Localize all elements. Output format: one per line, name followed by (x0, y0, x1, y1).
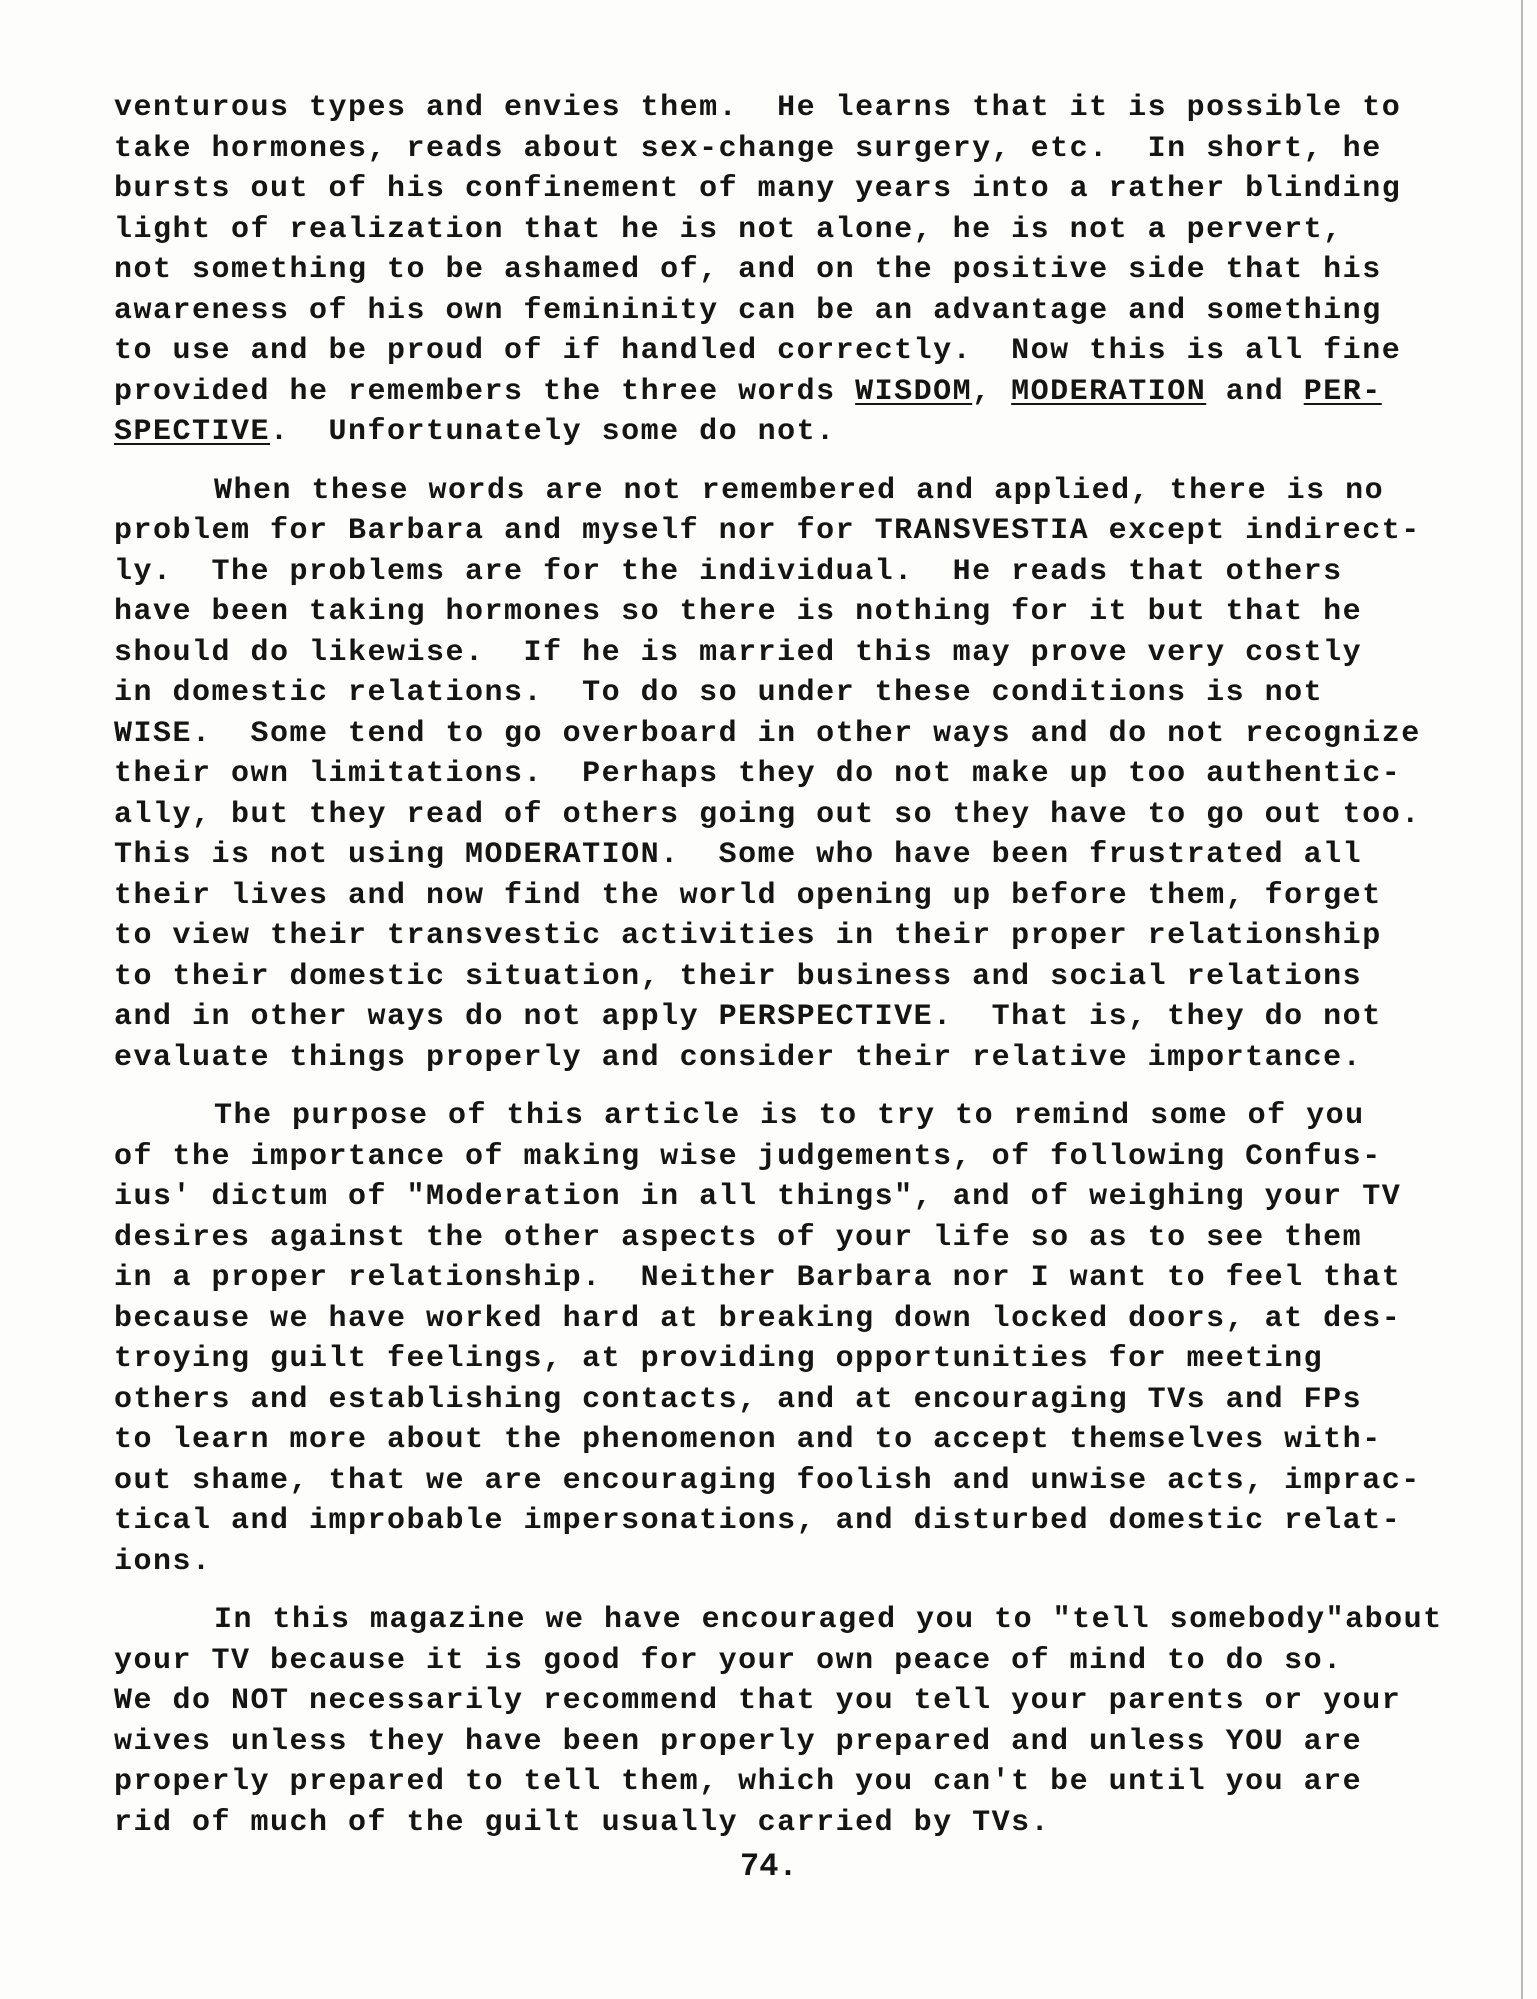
keyword-wisdom: WISDOM (855, 374, 973, 409)
text-line: to view their transvestic activities in their proper relationship (114, 919, 1382, 953)
text-line: troying guilt feelings, at providing opportunities for meeting (114, 1342, 1324, 1376)
text-segment: , (972, 374, 1012, 409)
text-line: In this magazine we have encouraged you to "tell somebody"about (214, 1603, 1443, 1637)
page-edge-shadow (1521, 0, 1523, 1999)
text-line: in a proper relationship. Neither Barbara nor I want to feel that (114, 1261, 1402, 1295)
text-line: should do likewise. If he is married this may prove very costly (114, 635, 1363, 670)
text-line: desires against the other aspects of your life so as to see them (114, 1220, 1363, 1255)
text-line: venturous types and envies them. He learns that it is possible to (114, 91, 1402, 125)
text-line: to use and be proud of if handled correctly. Now this is all fine (114, 334, 1402, 368)
text-line: to learn more about the phenomenon and to accept themselves with- (114, 1423, 1382, 1457)
text-line: ly. The problems are for the individual. He reads that others (114, 554, 1343, 589)
text-line: take hormones, reads about sex-change surgery, etc. In short, he (114, 131, 1382, 166)
text-segment: and (1206, 374, 1304, 409)
text-line: out shame, that we are encouraging foolish and unwise acts, imprac- (114, 1463, 1421, 1498)
text-line (114, 372, 1474, 413)
text-line: properly prepared to tell them, which you can't be until you are (114, 1765, 1363, 1799)
text-line: have been taking hormones so there is nothing for it but that he (114, 595, 1363, 629)
text-line: to their domestic situation, their business and social relations (114, 959, 1363, 994)
text-line: of the importance of making wise judgements, of following Confus- (114, 1139, 1382, 1174)
text-line: bursts out of his confinement of many years into a rather blinding (114, 172, 1402, 206)
text-line: others and establishing contacts, and at encouraging TVs and FPs (114, 1382, 1363, 1417)
paragraph-2 (114, 471, 1474, 1079)
keyword-moderation: MODERATION (1011, 374, 1207, 409)
text-line: This is not using MODERATION. Some who have been frustrated all (114, 838, 1363, 872)
text-line: rid of much of the guilt usually carried by TVs. (114, 1805, 1051, 1840)
paragraph-spacer (114, 453, 1474, 471)
text-line: your TV because it is good for your own peace of mind to do so. (114, 1643, 1343, 1678)
text-line: in domestic relations. To do so under these conditions is not (114, 676, 1324, 710)
paragraph-spacer (114, 1078, 1474, 1096)
text-line: problem for Barbara and myself nor for TRANSVESTIA except indirect- (114, 514, 1421, 548)
text-line: When these words are not remembered and applied, there is no (214, 473, 1385, 508)
text-line: The purpose of this article is to try to remind some of you (214, 1099, 1365, 1133)
paragraph-3 (114, 1096, 1474, 1582)
text-line: their own limitations. Perhaps they do not make up too authentic- (114, 757, 1402, 791)
text-line: because we have worked hard at breaking down locked doors, at des- (114, 1301, 1402, 1336)
keyword-perspective-part-2: SPECTIVE (114, 415, 271, 449)
keyword-perspective-part-1: PER- (1303, 374, 1382, 409)
text-line: tical and improbable impersonations, and disturbed domestic relat- (114, 1504, 1402, 1538)
text-line: and in other ways do not apply PERSPECTIVE. That is, they do not (114, 1000, 1382, 1034)
paragraph-4 (114, 1600, 1474, 1843)
paragraph-spacer (114, 1582, 1474, 1600)
text-line: awareness of his own femininity can be an advantage and something (114, 293, 1382, 328)
text-line: their lives and now find the world opening up before them, forget (114, 878, 1382, 913)
text-line: WISE. Some tend to go overboard in other ways and do not recognize (114, 716, 1421, 751)
text-segment: . Unfortunately some do not. (270, 415, 836, 449)
text-line: not something to be ashamed of, and on the positive side that his (114, 253, 1382, 287)
text-line (114, 412, 1474, 453)
text-line: light of realization that he is not alone, he is not a pervert, (114, 212, 1343, 247)
text-line: wives unless they have been properly prepared and unless YOU are (114, 1724, 1363, 1759)
text-segment: provided he remembers the three words (114, 374, 856, 409)
page-number: 74. (740, 1848, 798, 1885)
body-text (114, 88, 1474, 1843)
paragraph-1 (114, 88, 1474, 453)
text-line: ius' dictum of "Moderation in all things", and of weighing your TV (114, 1180, 1402, 1214)
text-line: We do NOT necessarily recommend that you tell your parents or your (114, 1684, 1402, 1718)
text-line: ions. (114, 1544, 212, 1579)
text-line: evaluate things properly and consider their relative importance. (114, 1040, 1363, 1075)
text-line: ally, but they read of others going out so they have to go out too. (114, 797, 1421, 832)
